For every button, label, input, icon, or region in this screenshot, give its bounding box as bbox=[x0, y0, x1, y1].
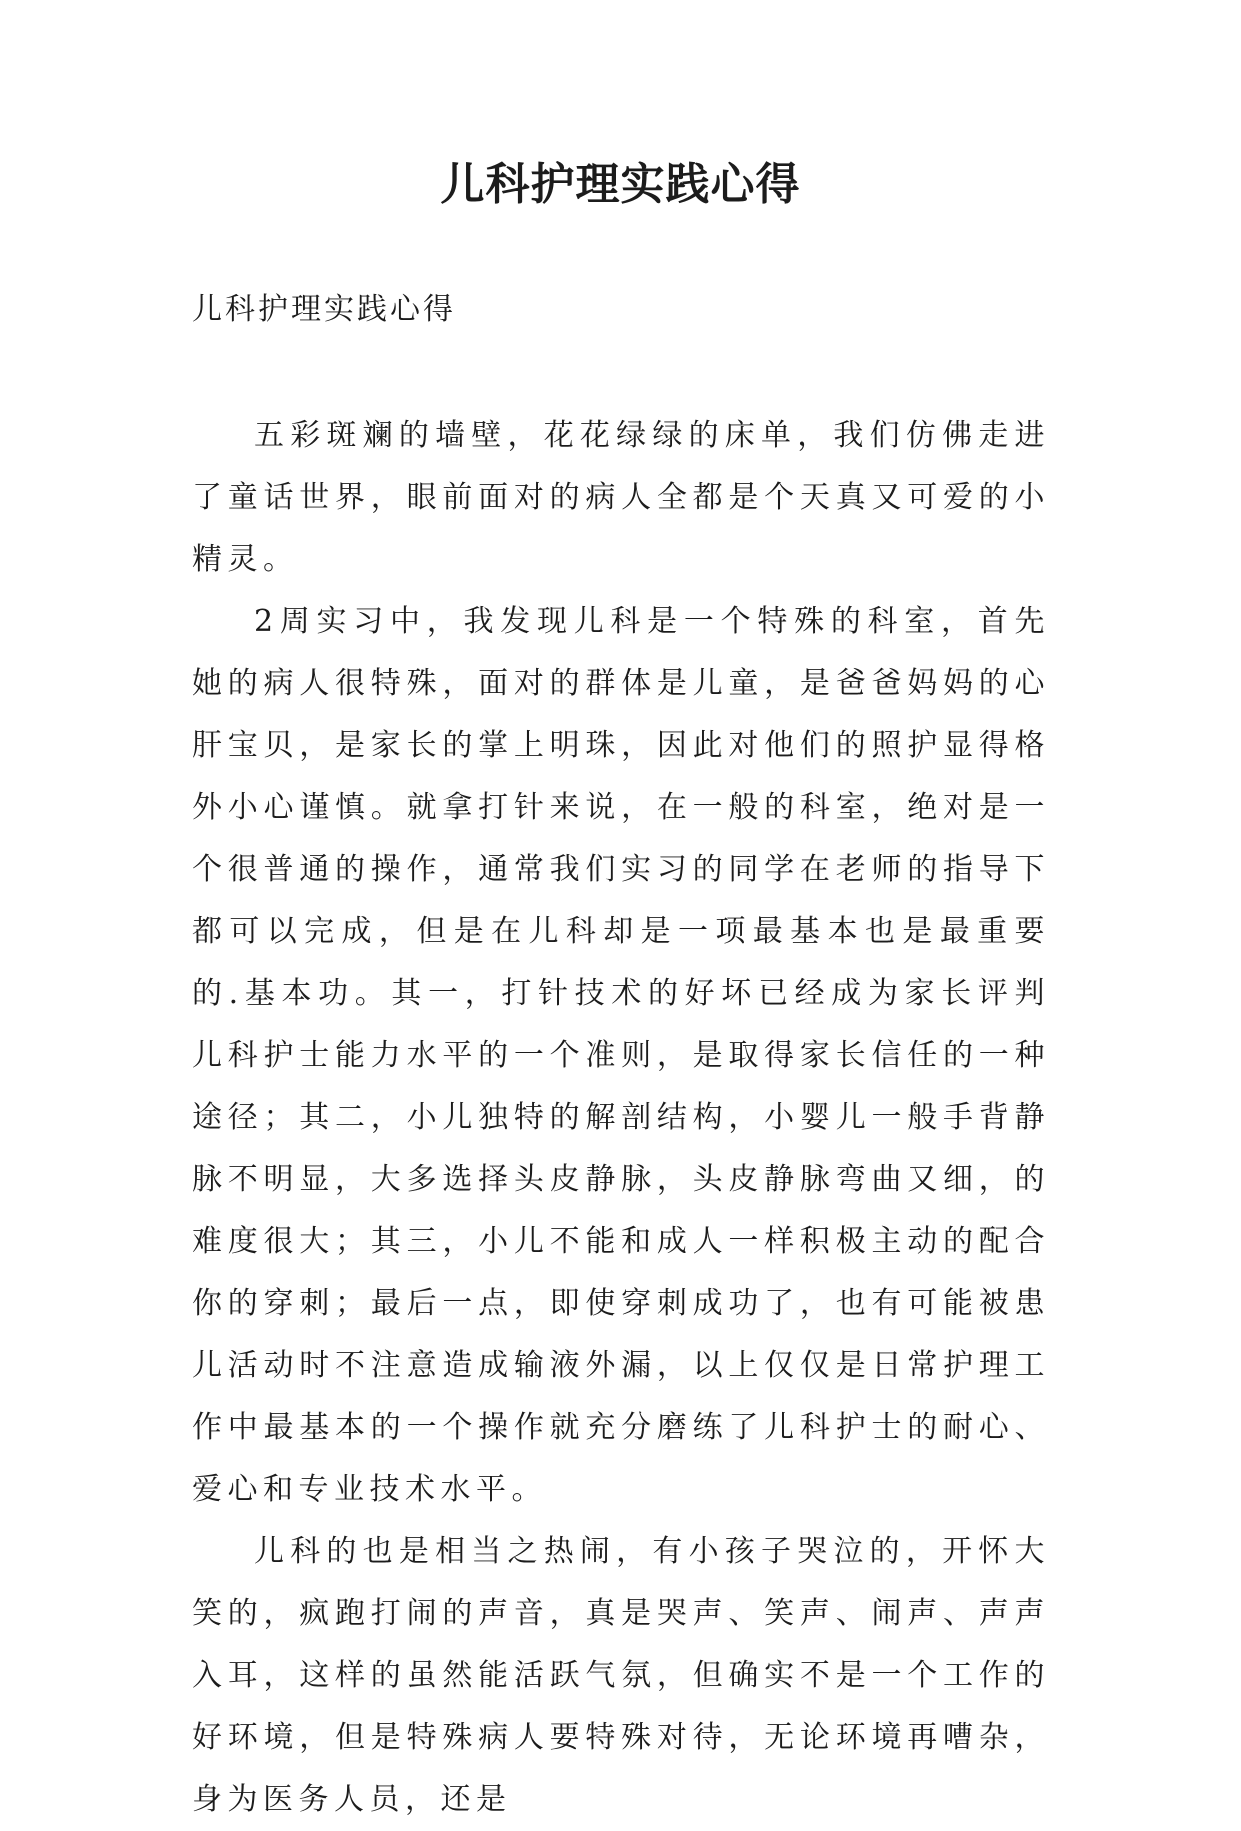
document-subtitle: 儿科护理实践心得 bbox=[192, 292, 456, 327]
page-title: 儿科护理实践心得 bbox=[440, 159, 801, 210]
paragraph-2: 2周实习中，我发现儿科是一个特殊的科室，首先她的病人很特殊，面对的群体是儿童，是爸爸妈妈的心肝宝贝，是家长的掌上明珠，因此对他们的照护显得格外小心谨慎。就拿打针来说，在一般的科室，绝对是一个很普通的操作，通常我们实习的同学在老师的指导下都可以完成，但是在儿科却是一项最基本也是最重要的.基本功。其一，打针技术的好坏已经成为家长评判儿科护士能力水平的一个准则，是取得家长信任的一种途径；其二，小儿独特的解剖结构，小婴儿一般手背静脉不明显，大多选择头皮静脉，头皮静脉弯曲又细，的难度很大；其三，小儿不能和成人一样积极主动的配合你的穿刺；最后一点，即使穿刺成功了，也有可能被患儿活动时不注意造成输液外漏，以上仅仅是日常护理工作中最基本的一个操作就充分磨练了儿科护士的耐心、爱心和专业技术水平。 bbox=[192, 604, 1050, 1507]
paragraph-3: 儿科的也是相当之热闹，有小孩子哭泣的，开怀大笑的，疯跑打闹的声音，真是哭声、笑声、闹声、声声入耳，这样的虽然能活跃气氛，但确实不是一个工作的好环境，但是特殊病人要特殊对待，无论环境再嘈杂，身为医务人员，还是 bbox=[192, 1534, 1050, 1817]
paragraph-1: 五彩斑斓的墙壁，花花绿绿的床单，我们仿佛走进了童话世界，眼前面对的病人全都是个天真又可爱的小精灵。 bbox=[192, 418, 1050, 577]
document-body bbox=[192, 405, 1050, 1831]
